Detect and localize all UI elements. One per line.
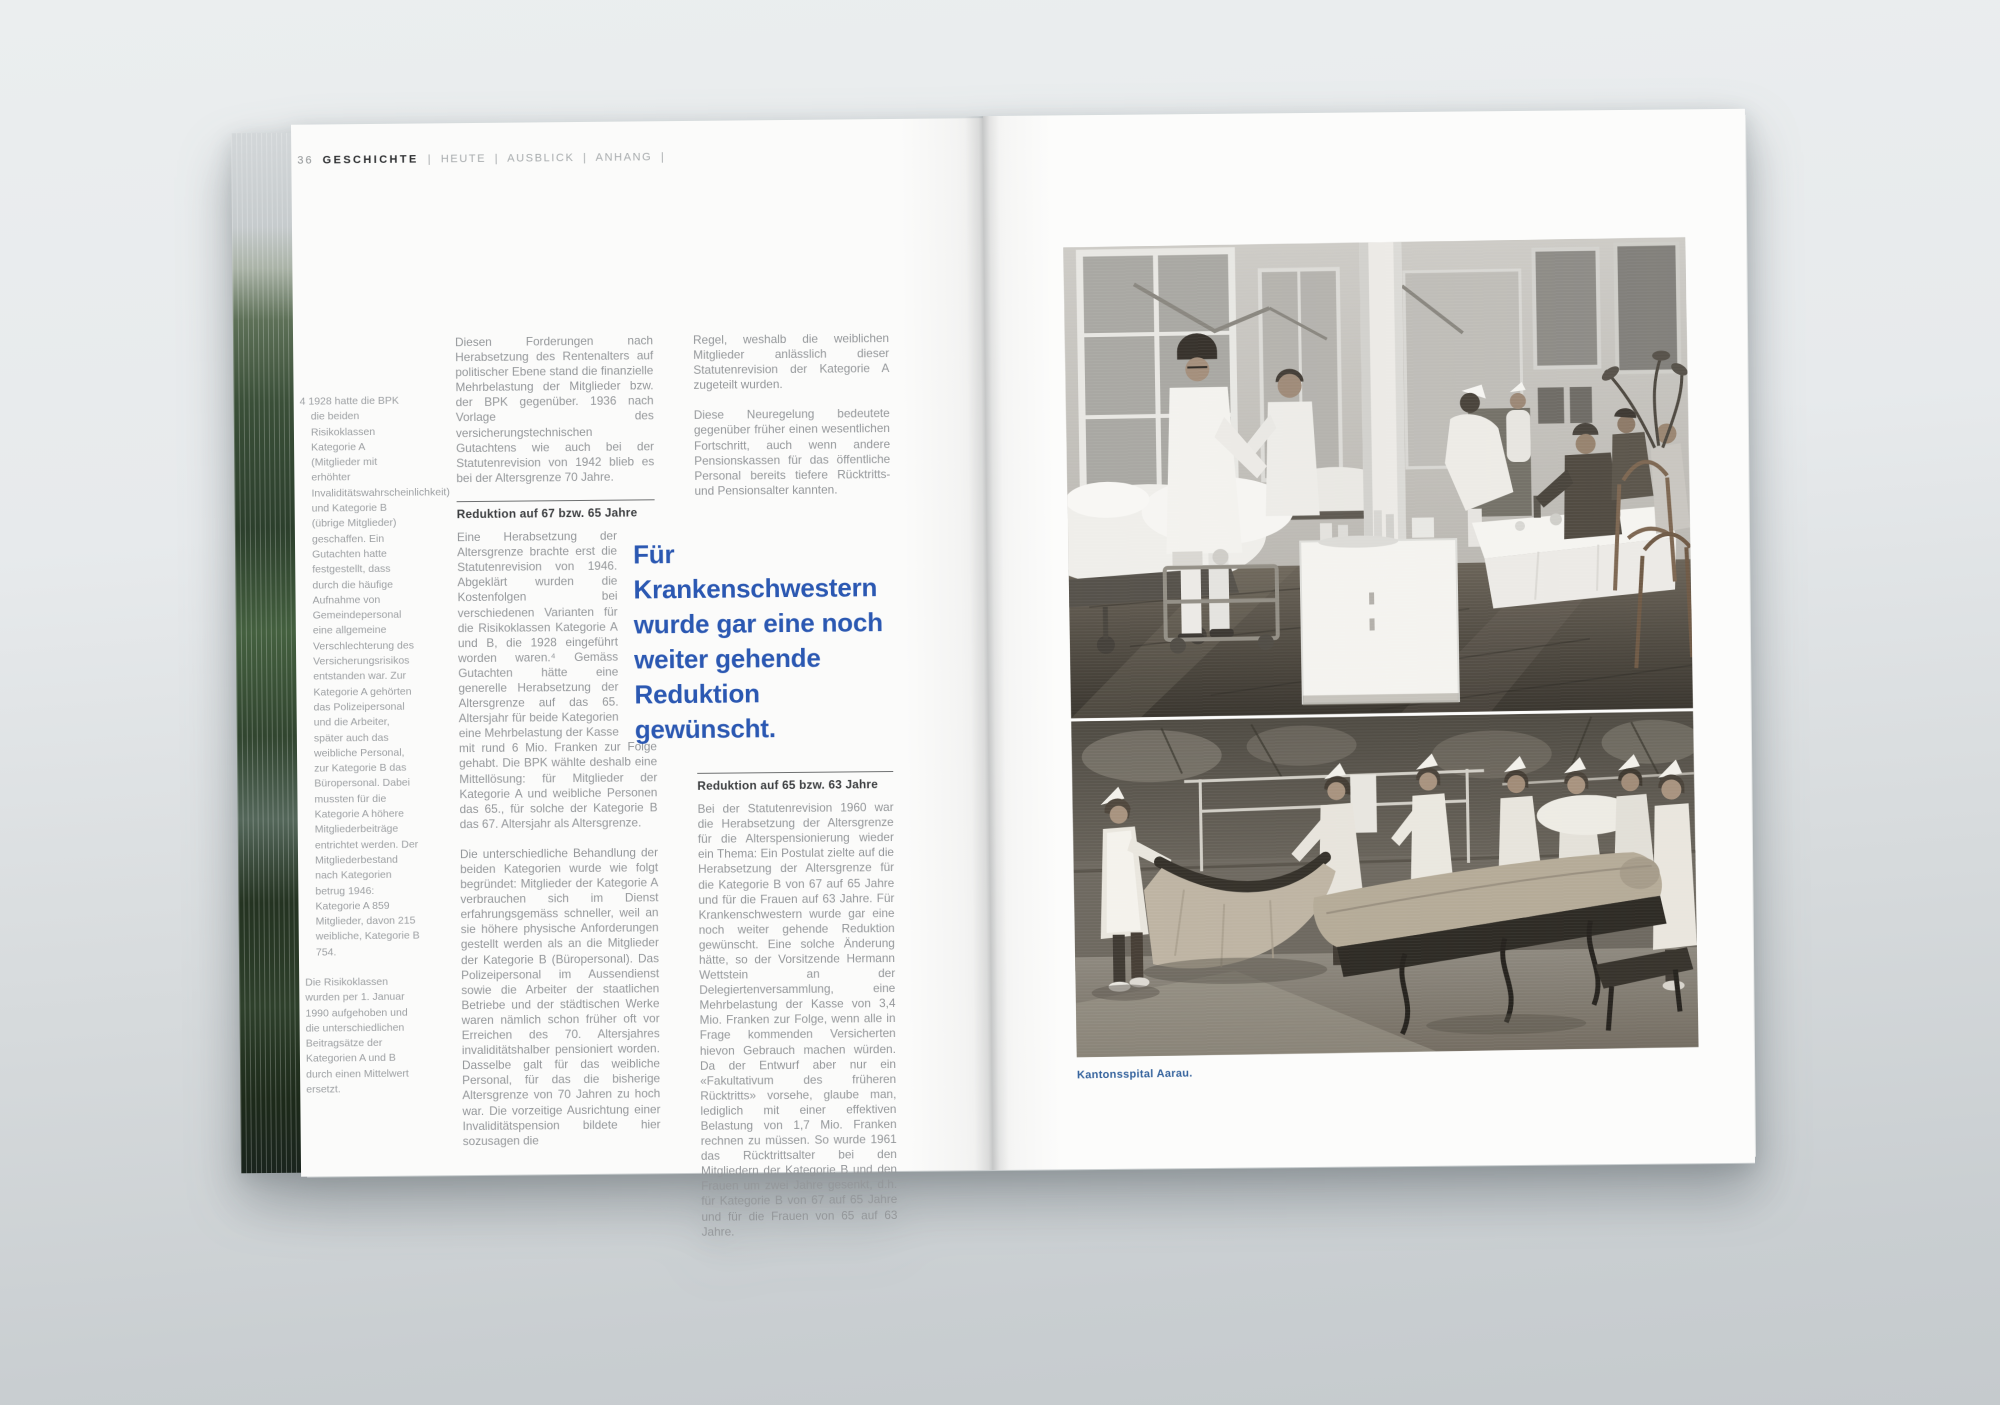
footnote-paragraph: 4 1928 hatte die BPK die beiden Risikoklassen Kategorie A (Mitglieder mit erhöhter Invaliditätswahrscheinlichkeit) und Kategorie B (übrige Mitglieder) geschaffen. Ein Gutachten hatte festgestellt, dass durch die häufige Aufnahme von Gemeindepersonal eine allgemeine Verschlechterung des Versicherungsrisikos entstanden war. Zur Kategorie A gehörten das Polizeipersonal und die Arbeiter, später auch das weibliche Personal, zur Kategorie B das Büropersonal. Dabei mussten für die Kategorie A höhere Mitgliederbeiträge entrichtet werden. Der Mitgliederbestand nach Kategorien betrug 1946: Kategorie A 859 Mitglieder, davon 215 weibliche, Kategorie B 754.: [299, 394, 450, 959]
nurses-outdoors-illustration: [1071, 711, 1698, 1057]
article-paragraph: Bei der Statutenrevision 1960 war die Herabsetzung der Altersgrenze für die Alterspensionierung wieder ein Thema: Ein Postulat zielte auf die Herabsetzung der Altersgrenze für die Kategorie B von 67 auf 65 Jahre und für die Frauen auf 63 Jahre. Für Krankenschwestern wurde gar eine noch weiter gehende Reduktion gewünscht. Eine solche Änderung hätte, so der Vorsitzende Hermann Wettstein an der Delegiertenversammlung, eine Mehrbelastung der Kasse von 3,4 Mio. Franken zur Folge, wenn alle in Frage kommenden Versicherten hievon Gebrauch machen würden. Da der Entwurf aber nur ein «Fakultativum des früheren Rücktritts» vorsehe, glaube man, lediglich mit einer effektiven Belastung von 1,7 Mio. Franken rechnen zu müssen. So wurde 1961 das Rücktrittsalter bei den Mitgliedern der Kategorie B und den Frauen um zwei Jahre gesenkt, d.h. für Kategorie B von 67 auf 65 Jahre und für die Frauen von 65 auf 63 Jahre.: [697, 800, 898, 1239]
chapter-title: GESCHICHTE: [322, 153, 419, 167]
left-page: [291, 118, 993, 1239]
article-paragraph: Diese Neuregelung bedeutete gegenüber früher einen wesentlichen Fortschritt, auch wenn andere Pensionskassen für das öffentliche Personal bereits tiefere Rücktritts- und Pensionsalter kannten.: [693, 406, 891, 498]
page-number: 36: [297, 154, 314, 167]
article-column-1: [455, 333, 661, 1164]
article-intro-paragraph: Diesen Forderungen nach Herabsetzung des Rentenalters auf politischer Ebene stand die finanzielle Mehrbelastung der Mitglieder bzw. der BPK gegenüber. 1936 nach Vorlage des versicherungstechnischen Gutachtens wie auch bei der Statutenrevision von 1942 blieb es bei der Altersgrenze 70 Jahre.: [455, 333, 655, 486]
pull-quote-line: Für Krankenschwestern: [632, 539, 878, 605]
chapter-trail: | HEUTE | AUSBLICK | ANHANG |: [427, 151, 666, 166]
hospital-ward-illustration: [1063, 237, 1693, 718]
section-heading-67-65: Reduktion auf 67 bzw. 65 Jahre: [457, 499, 655, 522]
pull-quote: [633, 535, 923, 748]
footnote-column: [299, 394, 450, 1113]
previous-pages-fore-edge: [231, 133, 301, 1174]
article-paragraph: Die unterschiedliche Behandlung der beiden Kategorien wurde wie folgt begründet: Mitglieder der Kategorie A verbrauchen sich im Dienst erfahrungsgemäss schneller, weil an sie höhere physische Anforderungen gestellt werden als an die Mitglieder der Kategorie B (Büropersonal). Das Polizeipersonal im Aussendienst sowie die Arbeiter der staatlichen Betriebe und der städtischen Werke waren nämlich schon früher oft vor Erreichen des 70. Altersjahres invaliditätshalber pensioniert worden. Dasselbe galt für das weibliche Personal, für das die bisherige Altersgrenze von 70 Jahren zu hoch war. Die vorzeitige Ausrichtung einer Invaliditätspension bildete hier sozusagen die: [459, 845, 661, 1148]
article-paragraph: Regel, weshalb die weiblichen Mitglieder anlässlich dieser Statutenrevision der Kategorie A zugeteilt wurden.: [692, 331, 890, 393]
photo-hospital-ward: [1063, 237, 1693, 718]
pull-quote-line: wurde gar eine noch: [633, 607, 883, 640]
pull-quote-line: gewünscht.: [634, 713, 776, 745]
photo-caption: Kantonsspital Aarau.: [1076, 1067, 1193, 1082]
right-page: [983, 109, 1755, 1170]
page-header: [297, 151, 665, 167]
open-book-spread: [231, 103, 1763, 1239]
section-heading-65-63: Reduktion auf 65 bzw. 63 Jahre: [697, 771, 893, 794]
article-paragraph: Eine Herabsetzung der Altersgrenze brachte erst die Statutenrevision von 1946. Abgeklärt wurden die Kostenfolgen bei verschiedenen Varianten für die Risikoklassen Kategorie A und B, die 1928 eingeführt worden waren.⁴ Gemäss Gutachten hätte eine generelle Herabsetzung der Altersgrenze auf das 65. Altersjahr für beide Kategorien eine Mehrbelastung der Kasse mit rund 6 Mio. Franken zur Folge gehabt. Die BPK wählte deshalb eine Mittellösung: für Mitglieder der Kategorie A und weibliche Personen das 65., für solche der Kategorie B das 67. Altersjahr als Altersgrenze.: [456, 528, 658, 831]
photo-nurses-airing-mattresses: [1071, 711, 1698, 1057]
pull-quote-line: weiter gehende Reduktion: [633, 642, 821, 710]
footnote-paragraph: Die Risikoklassen wurden per 1. Januar 1990 aufgehoben und die unterschiedlichen Beitragsätze der Kategorien A und B durch einen Mittelwert ersetzt.: [305, 975, 409, 1096]
article-column-2: [632, 331, 898, 1255]
photo-block: [1063, 237, 1699, 1081]
